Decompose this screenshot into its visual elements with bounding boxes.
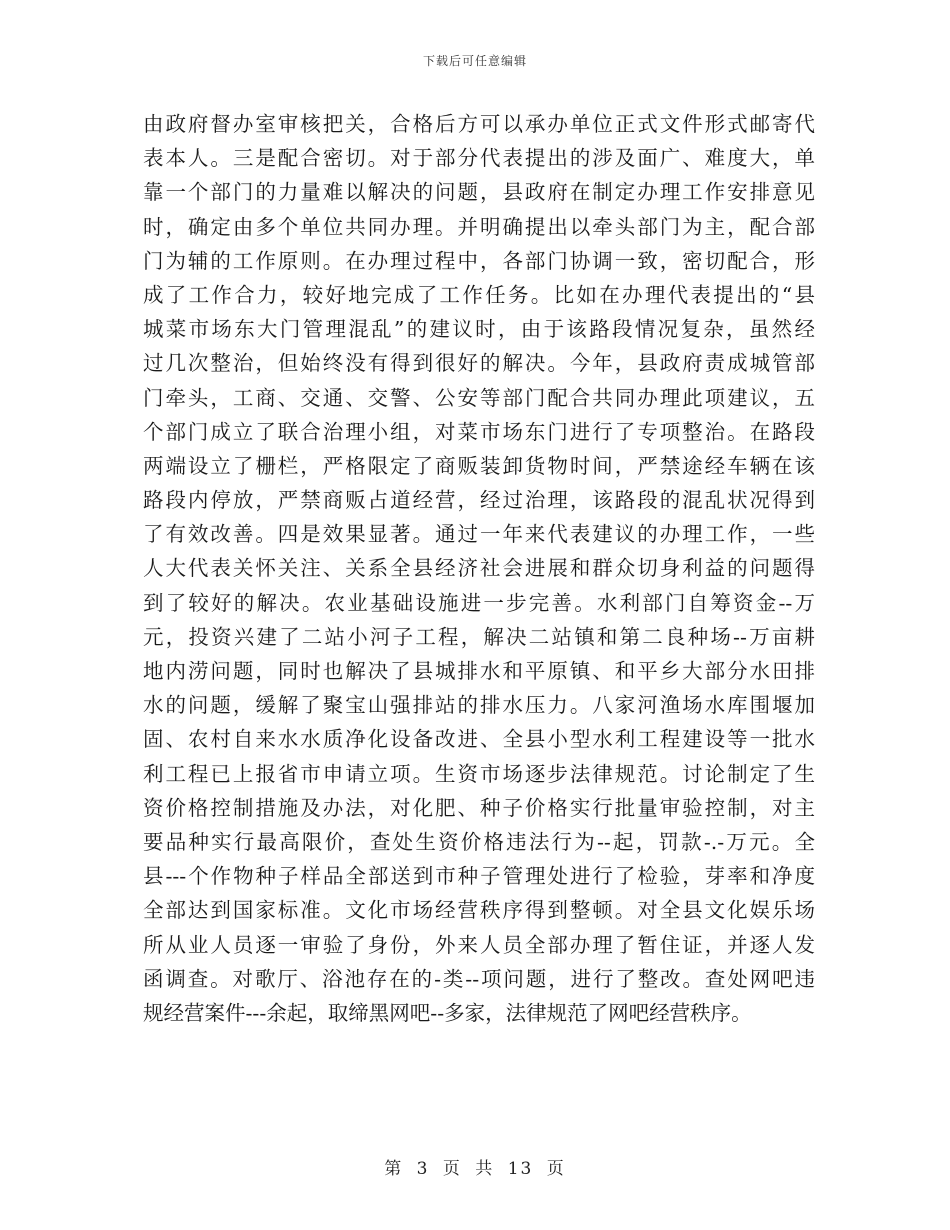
text-line: 元，投资兴建了二站小河子工程，解决二站镇和第二良种场--万亩耕 <box>143 624 815 649</box>
text-line: 成了工作合力，较好地完成了工作任务。比如在办理代表提出的“县 <box>143 282 815 307</box>
body-paragraph <box>143 107 815 1030</box>
text-line: 两端设立了栅栏，严格限定了商贩装卸货物时间，严禁途经车辆在该 <box>143 453 815 478</box>
text-line: 全部达到国家标准。文化市场经营秩序得到整顿。对全县文化娱乐场 <box>143 898 815 923</box>
text-line: 门牵头，工商、交通、交警、公安等部门配合共同办理此项建议，五 <box>143 385 815 410</box>
page-number-footer: 第 3 页 共 13 页 <box>384 1159 566 1179</box>
page-header: 下载后可任意编辑 <box>422 54 527 68</box>
text-line: 资价格控制措施及办法，对化肥、种子价格实行批量审验控制，对主 <box>143 795 815 820</box>
text-line: 过几次整治，但始终没有得到很好的解决。今年，县政府责成城管部 <box>143 351 815 376</box>
text-line: 表本人。三是配合密切。对于部分代表提出的涉及面广、难度大，单 <box>143 146 815 171</box>
text-line: 所从业人员逐一审验了身份，外来人员全部办理了暂住证，并逐人发 <box>143 932 815 957</box>
text-line: 个部门成立了联合治理小组，对菜市场东门进行了专项整治。在路段 <box>143 419 815 444</box>
text-line: 县---个作物种子样品全部送到市种子管理处进行了检验，芽率和净度 <box>143 864 815 889</box>
text-line: 由政府督办室审核把关，合格后方可以承办单位正式文件形式邮寄代 <box>143 112 815 136</box>
text-line: 固、农村自来水水质净化设备改进、全县小型水利工程建设等一批水 <box>143 727 815 752</box>
text-line: 规经营案件---余起，取缔黑网吧--多家，法律规范了网吧经营秩序。 <box>143 1000 752 1025</box>
text-line: 靠一个部门的力量难以解决的问题，县政府在制定办理工作安排意见 <box>143 180 815 205</box>
text-line: 要品种实行最高限价，查处生资价格违法行为--起，罚款-.-万元。全 <box>143 829 815 854</box>
text-line: 城菜市场东大门管理混乱”的建议时，由于该路段情况复杂，虽然经 <box>143 317 815 342</box>
text-line: 地内涝问题，同时也解决了县城排水和平原镇、和平乡大部分水田排 <box>143 659 815 683</box>
text-line: 了有效改善。四是效果显著。通过一年来代表建议的办理工作，一些 <box>143 522 815 547</box>
text-line: 门为辅的工作原则。在办理过程中，各部门协调一致，密切配合，形 <box>143 248 815 273</box>
text-line: 时，确定由多个单位共同办理。并明确提出以牵头部门为主，配合部 <box>143 214 815 239</box>
text-line: 利工程已上报省市申请立项。生资市场逐步法律规范。讨论制定了生 <box>143 761 815 786</box>
text-line: 水的问题，缓解了聚宝山强排站的排水压力。八家河渔场水库围堰加 <box>143 693 815 718</box>
text-line: 函调查。对歌厅、浴池存在的-类--项问题，进行了整改。查处网吧违 <box>143 966 815 991</box>
text-line: 到了较好的解决。农业基础设施进一步完善。水利部门自筹资金--万 <box>143 590 815 615</box>
text-line: 路段内停放，严禁商贩占道经营，经过治理，该路段的混乱状况得到 <box>143 488 815 513</box>
text-line: 人大代表关怀关注、关系全县经济社会进展和群众切身利益的问题得 <box>143 556 815 581</box>
